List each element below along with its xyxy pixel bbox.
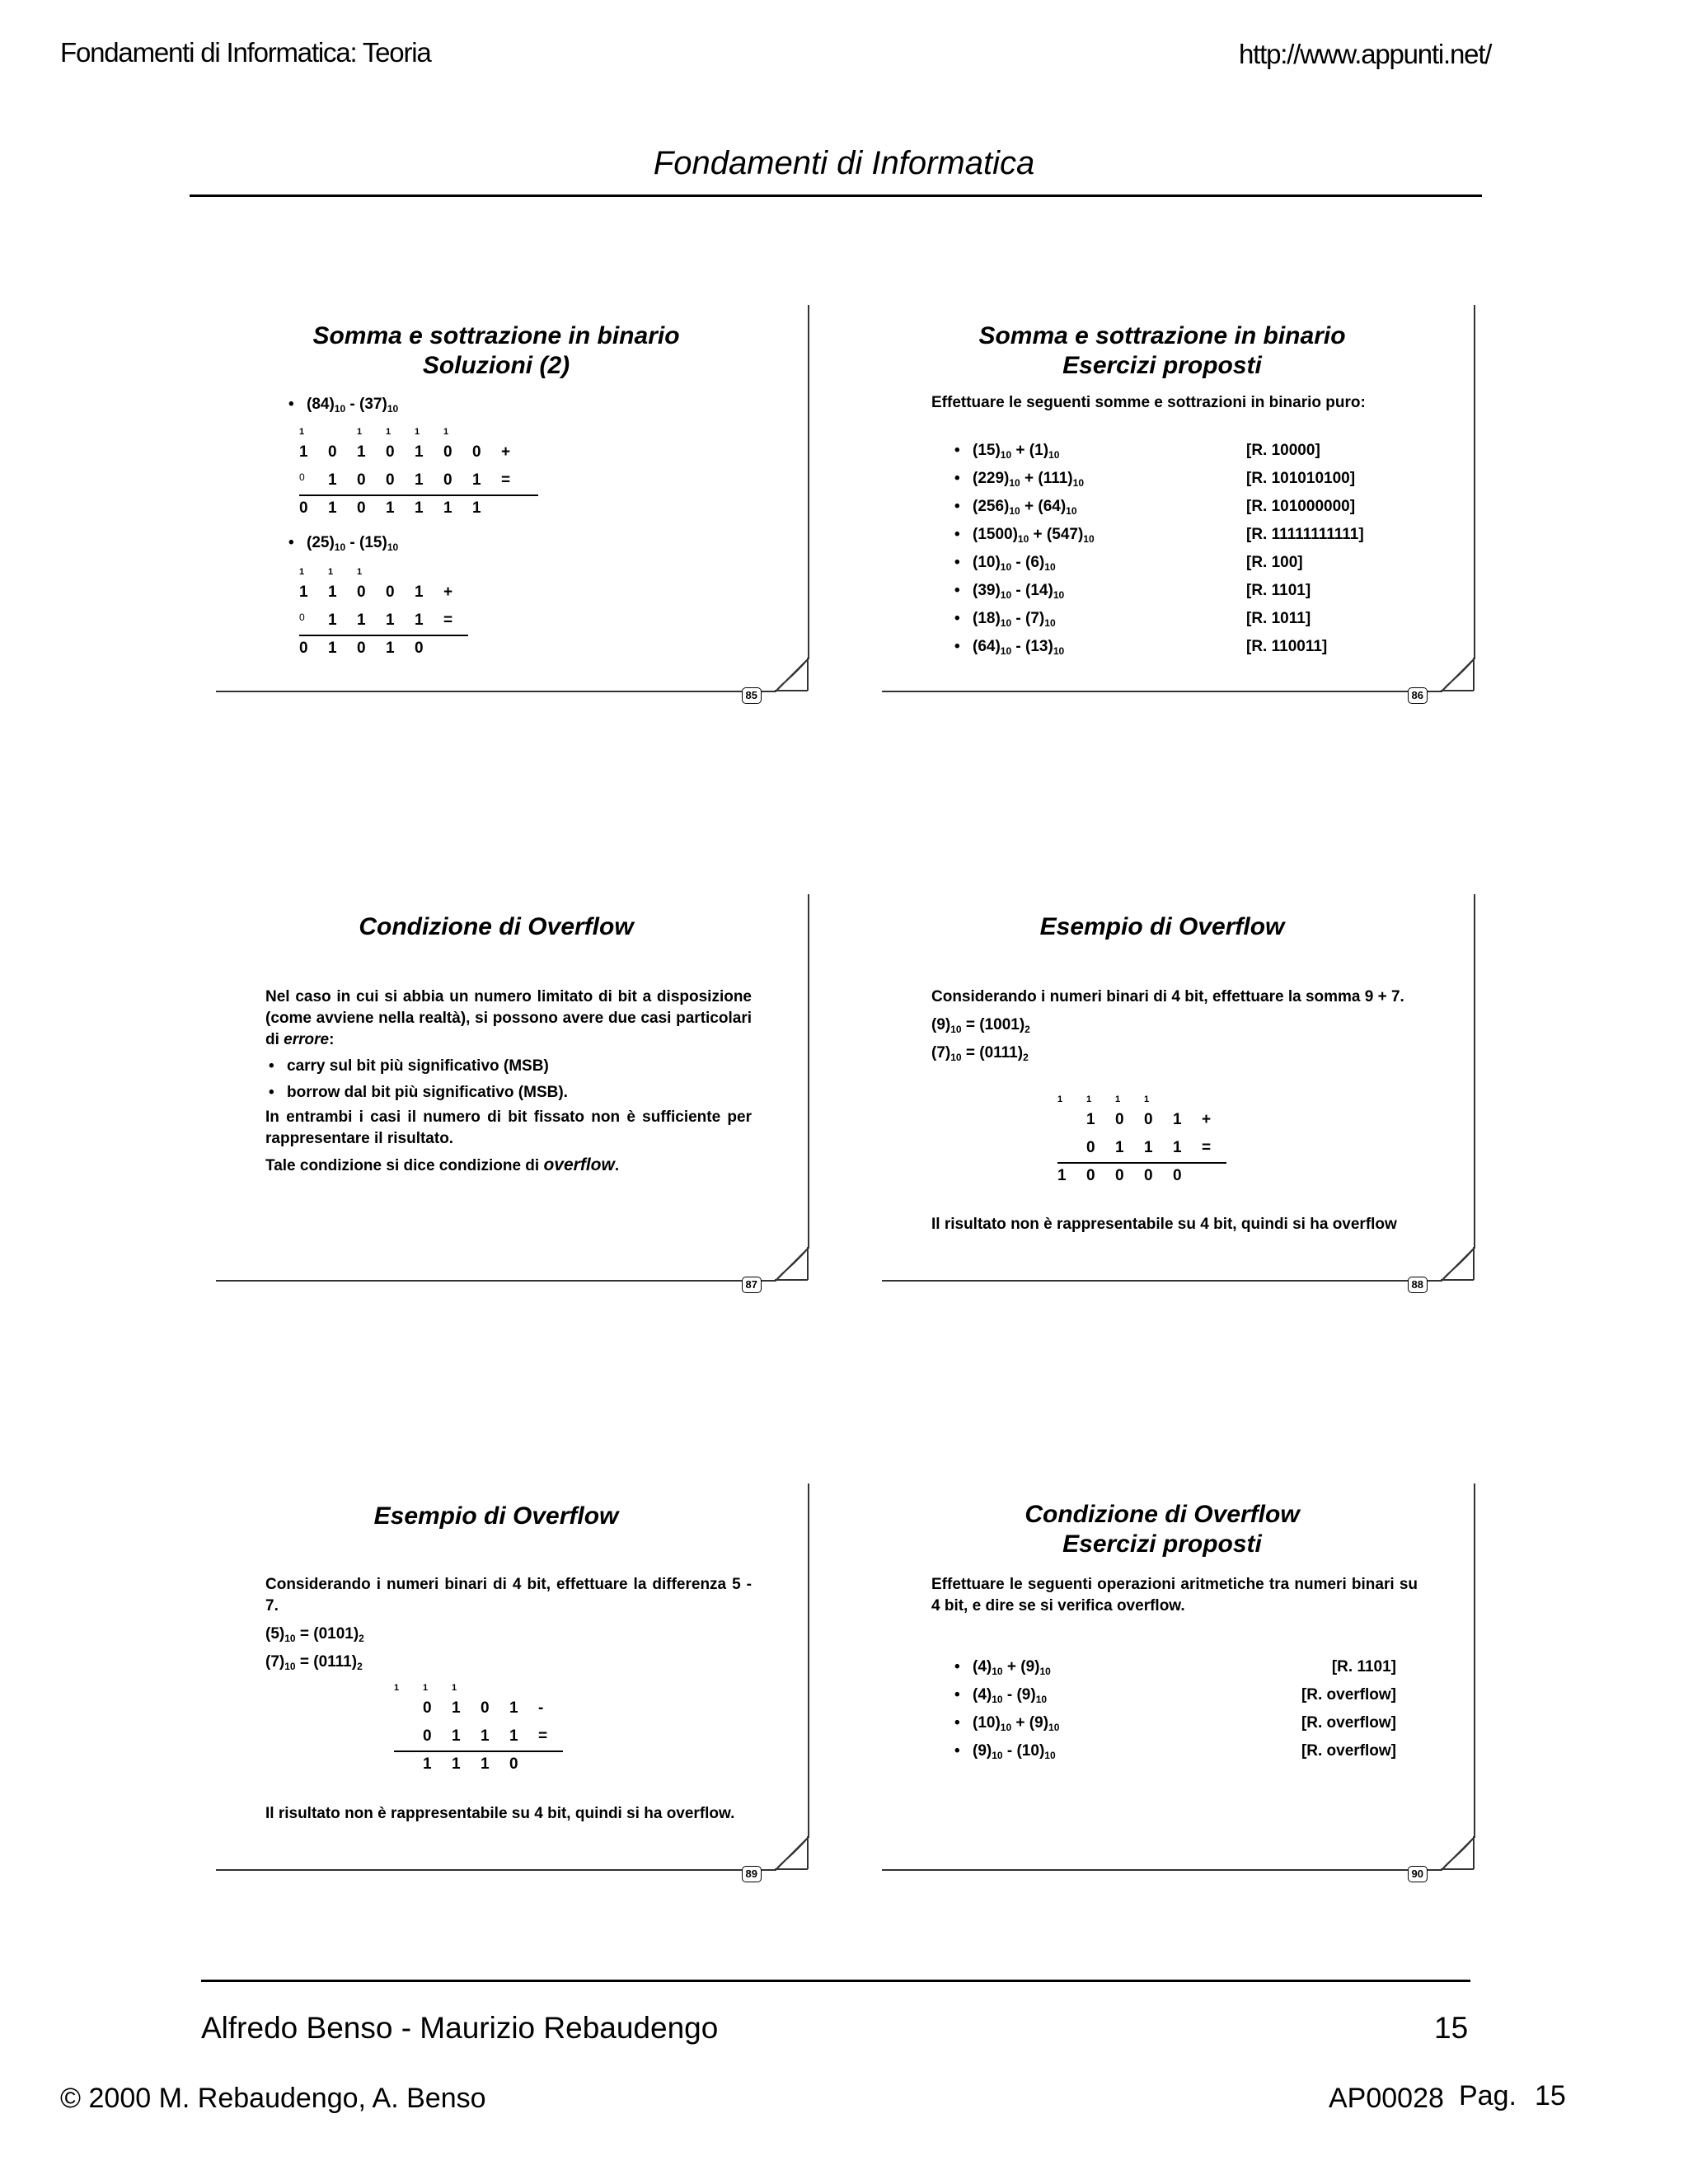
answer: [R. overflow] xyxy=(1301,1686,1396,1704)
slide-conclusion: Il risultato non è rappresentabile su 4 bit, quindi si ha overflow. xyxy=(265,1805,735,1822)
paragraph-2: In entrambi i casi il numero di bit fissato non è sufficiente per rappresentare il risultato. xyxy=(265,1108,752,1147)
slide-frame-right xyxy=(1474,894,1475,1249)
exercise-item: • $(18)_{10} - (7)_{10}$ [R. 1011] xyxy=(951,608,1396,636)
copyright: © 2000 M. Rebaudengo, A. Benso xyxy=(60,2083,486,2114)
answer: [R. overflow] xyxy=(1301,1714,1396,1732)
slide-frame-right xyxy=(1474,1483,1475,1838)
operand-row: 0 1 1 1 1 = xyxy=(299,612,453,629)
page-fold-icon xyxy=(775,1247,809,1282)
pag-number: 15 xyxy=(1535,2080,1566,2111)
header-left: Fondamenti di Informatica: Teoria xyxy=(60,37,431,68)
slide-frame-bottom xyxy=(216,1869,776,1871)
exercise-item: • $(10)_{10} + (9)_{10}$ [R. overflow] xyxy=(951,1713,1396,1741)
operand-row: 0 1 0 0 1 0 1 = xyxy=(299,471,511,489)
answer: [R. 110011] xyxy=(1246,638,1328,655)
result-row: 0 1 0 1 1 1 1 xyxy=(299,499,481,517)
operand-row: 1 1 0 0 1 + xyxy=(299,583,453,601)
slide-body xyxy=(931,392,1418,414)
operand-row: 0 1 1 1 = xyxy=(423,1727,548,1745)
intro-text: Considerando i numeri binari di 4 bit, effettuare la somma 9 + 7. xyxy=(931,988,1404,1005)
doc-title: Fondamenti di Informatica xyxy=(653,145,1035,181)
equation-2: $(7)_{10} = (0111)_2$ xyxy=(931,1044,1029,1063)
document-code: AP00028 xyxy=(1329,2083,1444,2114)
slide-frame-bottom xyxy=(216,1280,776,1282)
slide-title: Esempio di Overflow xyxy=(1039,913,1285,940)
pag-label: Pag. xyxy=(1459,2080,1517,2111)
slide-body xyxy=(931,987,1418,1064)
slide-frame-right xyxy=(808,1483,809,1838)
result-row: 1 0 0 0 0 xyxy=(1057,1167,1182,1184)
equation-2: $(7)_{10} = (0111)_2$ xyxy=(265,1653,363,1672)
slide-frame-bottom xyxy=(882,1869,1442,1871)
equation-1: $(9)_{10} = (1001)_2$ xyxy=(931,1016,1030,1035)
slide-88: 88 Esempio di Overflow Considerando i numeri binari di 4 bit, effettuare la somma 9 + 7. $(9)_{10} = (1001)_2$ $(7)_{10} = (0111)_2$ 1 1 1 1 1 0 0 1 + 0 1 1 1 = 1 0 0 0 0 Il risultato non è rappresentabile su 4 bit, quindi si ha overflow xyxy=(882,894,1475,1282)
slide-number: 88 xyxy=(1408,1277,1428,1293)
answer: [R. 101010100] xyxy=(1246,470,1356,487)
exercise-list xyxy=(951,1657,1396,1769)
intro-text: Effettuare le seguenti operazioni aritmetiche tra numeri binari su 4 bit, e dire se si verifica overflow. xyxy=(931,1576,1418,1615)
intro-text: Effettuare le seguenti somme e sottrazioni in binario puro: xyxy=(931,394,1366,411)
answer: [R. 100] xyxy=(1246,554,1303,571)
slide-title: Condizione di Overflow xyxy=(1025,1501,1300,1528)
bullet-borrow: • borrow dal bit più significativo (MSB). xyxy=(265,1082,752,1104)
slide-subtitle: Soluzioni (2) xyxy=(422,352,570,379)
slide-title: Somma e sottrazione in binario xyxy=(312,322,680,349)
exercise-item: • $(229)_{10} + (111)_{10}$ [R. 101010100] xyxy=(951,468,1396,496)
exercise-item: • $(4)_{10} - (9)_{10}$ [R. overflow] xyxy=(951,1685,1396,1713)
slide-number: 85 xyxy=(742,687,762,704)
slide-subtitle: Esercizi proposti xyxy=(1062,352,1262,379)
answer: [R. 10000] xyxy=(1246,442,1320,459)
page-fold-icon xyxy=(1441,658,1475,692)
slide-number: 87 xyxy=(742,1277,762,1293)
slide-body xyxy=(931,1574,1418,1617)
answer: [R. 1101] xyxy=(1331,1658,1396,1675)
slide-frame-right xyxy=(808,894,809,1249)
exercise-2-label: • $(25)_{10} - (15)_{10}$ xyxy=(285,532,398,554)
answer: [R. 1011] xyxy=(1246,610,1311,627)
operand-row: 0 1 1 1 = xyxy=(1086,1139,1212,1156)
exercise-item: • $(39)_{10} - (14)_{10}$ [R. 1101] xyxy=(951,580,1396,608)
paragraph-3: Tale condizione si dice condizione di overflow. xyxy=(265,1155,620,1174)
exercise-item: • $(64)_{10} - (13)_{10}$ [R. 110011] xyxy=(951,636,1396,664)
intro-text: Considerando i numeri binari di 4 bit, effettuare la differenza 5 - 7. xyxy=(265,1576,752,1615)
paragraph-1: Nel caso in cui si abbia un numero limitato di bit a disposizione (come avviene nella realtà), si possono avere due casi particolari di errore: xyxy=(265,988,752,1048)
title-rule xyxy=(190,194,1482,197)
slide-86 xyxy=(882,305,1475,701)
answer: [R. 1101] xyxy=(1246,582,1311,599)
slide-subtitle: Esercizi proposti xyxy=(1062,1530,1262,1558)
page-fold-icon xyxy=(775,658,809,692)
slide-title: Condizione di Overflow xyxy=(359,913,634,940)
sum-rule xyxy=(299,494,538,496)
footer-rule xyxy=(201,1980,1470,1982)
sum-rule xyxy=(394,1750,563,1752)
header-right: http://www.appunti.net/ xyxy=(1239,39,1492,69)
page-fold-icon xyxy=(775,1836,809,1871)
exercise-item: • $(15)_{10} + (1)_{10}$ [R. 10000] xyxy=(951,440,1396,468)
equation-1: $(5)_{10} = (0101)_2$ xyxy=(265,1625,364,1644)
exercise-item: • $(10)_{10} - (6)_{10}$ [R. 100] xyxy=(951,552,1396,580)
operand-row: 1 0 0 1 + xyxy=(1086,1111,1212,1128)
exercise-list xyxy=(951,440,1396,664)
exercise-item: • $(9)_{10} - (10)_{10}$ [R. overflow] xyxy=(951,1741,1396,1769)
exercise-item: • $(1500)_{10} + (547)_{10}$ [R. 11111111111] xyxy=(951,524,1396,552)
exercise-item: • $(4)_{10} + (9)_{10}$ [R. 1101] xyxy=(951,1657,1396,1685)
slide-frame-bottom xyxy=(882,691,1442,692)
slide-89: 89 Esempio di Overflow Considerando i numeri binari di 4 bit, effettuare la differenza 5 - 7. $(5)_{10} = (0101)_2$ $(7)_{10} = (0111)_2$ 1 1 1 0 1 0 1 - 0 1 1 1 = 1 1 1 0 Il risultato non è rappresentabile su 4 bit, quindi si ha overflow. xyxy=(216,1483,809,1871)
sum-rule xyxy=(299,635,468,636)
slide-87 xyxy=(216,894,809,1291)
operand-row: 0 1 0 1 - xyxy=(423,1699,544,1717)
slide-body xyxy=(265,1574,752,1673)
exercise-item: • $(256)_{10} + (64)_{10}$ [R. 101000000] xyxy=(951,496,1396,524)
slide-body xyxy=(265,987,752,1177)
slide-frame-right xyxy=(1474,305,1475,659)
slide-frame-bottom xyxy=(882,1280,1442,1282)
footer-authors: Alfredo Benso - Maurizio Rebaudengo xyxy=(201,2011,719,2045)
slide-number: 89 xyxy=(742,1866,762,1882)
sum-rule xyxy=(1057,1162,1226,1164)
page-fold-icon xyxy=(1441,1247,1475,1282)
answer: [R. overflow] xyxy=(1301,1742,1396,1760)
result-row: 1 1 1 0 xyxy=(423,1755,518,1773)
answer: [R. 101000000] xyxy=(1246,498,1356,515)
page-fold-icon xyxy=(1441,1836,1475,1871)
slide-number: 86 xyxy=(1408,687,1428,704)
slide-title: Esempio di Overflow xyxy=(373,1502,619,1530)
slide-title: Somma e sottrazione in binario xyxy=(978,322,1346,349)
slide-90 xyxy=(882,1483,1475,1880)
slide-frame-bottom xyxy=(216,691,776,692)
result-row: 0 1 0 1 0 xyxy=(299,640,424,657)
slide-frame-right xyxy=(808,305,809,659)
slide-number: 90 xyxy=(1408,1866,1428,1882)
slide-conclusion: Il risultato non è rappresentabile su 4 bit, quindi si ha overflow xyxy=(931,1216,1397,1233)
bullet-carry: • carry sul bit più significativo (MSB) xyxy=(265,1056,752,1077)
footer-page-number: 15 xyxy=(1434,2011,1469,2045)
slide-85: 85 Somma e sottrazione in binario Soluzioni (2) • $(84)_{10} - (37)_{10}$ 1 1 1 1 1 1 0 1 0 1 0 0 + 0 1 0 0 1 0 1 = 0 1 0 1 1 1 1 • $(25)_{10} - (15)_{10}$ 1 1 1 1 1 0 0 1 + 0 1 1 1 1 = 0 1 0 1 0 xyxy=(216,305,809,692)
operand-row: 1 0 1 0 1 0 0 + xyxy=(299,443,511,461)
answer: [R. 11111111111] xyxy=(1246,526,1364,543)
exercise-1-label: • $(84)_{10} - (37)_{10}$ xyxy=(285,394,398,415)
